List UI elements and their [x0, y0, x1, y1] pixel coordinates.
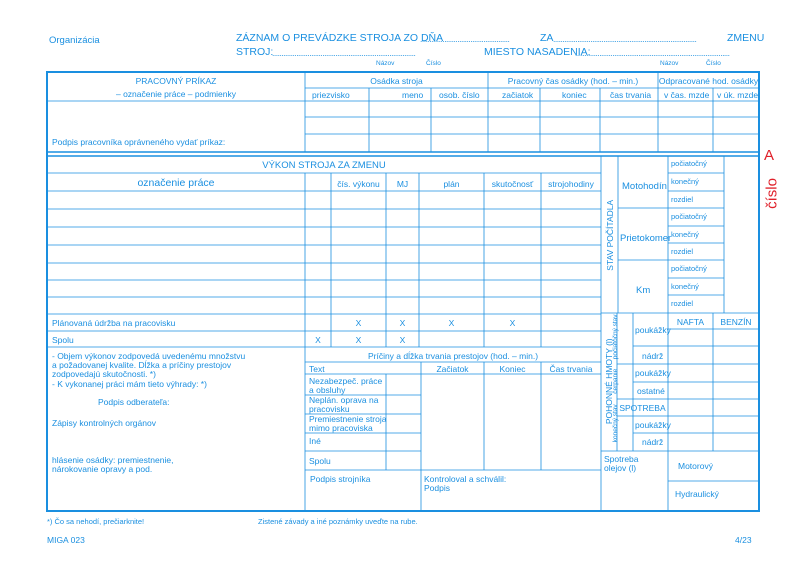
difference-label: rozdiel	[671, 195, 694, 204]
record-title: ZÁZNAM O PREVÁDZKE STROJA ZO DŇA	[236, 32, 444, 44]
text-col: Text	[309, 364, 325, 374]
piece-wage-col: v úk. mzde	[717, 90, 759, 100]
shift-label: ZMENU	[727, 32, 765, 44]
za-field[interactable]: .............................................................................	[553, 34, 697, 44]
vouchers-label: poukážky	[635, 368, 671, 378]
downtime-start-col: Začiatok	[436, 364, 469, 374]
counter-state-label: STAV POČÍTADLA	[604, 199, 615, 271]
control-records-label: Zápisy kontrolných orgánov	[52, 418, 156, 428]
organization-label: Organizácia	[49, 35, 100, 46]
work-designation-col: označenie práce	[137, 177, 215, 189]
x-mark: X	[399, 318, 406, 328]
work-designation-heading: – označenie práce – podmienky	[115, 89, 237, 99]
tank-label: nádrž	[642, 351, 664, 361]
record-date-field[interactable]: ................................................	[420, 34, 510, 44]
x-mark: X	[355, 318, 362, 328]
km-label: Km	[636, 285, 651, 296]
checked-approved-label: Kontroloval a schválil: Podpis	[424, 474, 507, 493]
downtime-end-col: Koniec	[499, 364, 526, 374]
za-label: ZA	[540, 32, 554, 44]
reason-relocation: Premiestnenie stroja mimo pracoviska	[309, 414, 387, 433]
form-code: MIGA 023	[47, 535, 85, 545]
machinist-signature-label: Podpis strojníka	[310, 474, 371, 484]
crew-work-time-heading: Pracovný čas osádky (hod. – min.)	[507, 76, 639, 86]
plan-col: plán	[443, 179, 460, 189]
total-label: Spolu	[52, 335, 74, 345]
footnote: *) Čo sa nehodí, prečiarknite!	[47, 517, 145, 526]
machine-field[interactable]: .............................................................................	[272, 48, 416, 58]
petrol-col: BENZÍN	[720, 317, 752, 327]
x-mark: X	[315, 335, 321, 345]
reason-other: Iné	[309, 436, 321, 446]
work-order-heading: PRACOVNÝ PRÍKAZ	[135, 76, 217, 86]
quality-statement: - Objem výkonov zodpovedá uvedenému množstvu a požadovanej kvalite. Dĺžka a príčiny prestojov zodpovedajú skutočnosti. *)	[52, 351, 246, 379]
wage-time-col: v čas. mzde	[664, 90, 710, 100]
consumption-label: SPOTREBA	[619, 403, 666, 413]
personal-no-col: osob. číslo	[439, 90, 480, 100]
defects-note: Zistené závady a iné poznámky uveďte na rube.	[258, 517, 418, 526]
reservations-statement: - K vykonanej práci mám tieto výhrady: *)	[52, 379, 207, 389]
location-field[interactable]: ...................................................................................	[575, 48, 730, 58]
downtime-duration-col: Čas trvania	[549, 364, 593, 374]
hydraulic-oil-label: Hydraulický	[675, 489, 719, 499]
duration-col: čas trvania	[610, 90, 652, 100]
perf-no-col: čís. výkonu	[337, 179, 380, 189]
vouchers-label: poukážky	[635, 325, 671, 335]
location-number-hint: Číslo	[706, 60, 721, 67]
machine-hours-col: strojohodiny	[548, 179, 594, 189]
difference-label: rozdiel	[671, 299, 694, 308]
other-label: ostatné	[637, 386, 665, 396]
crew-report-label: hlásenie osádky: premiestnenie, nárokovanie opravy a pod.	[52, 455, 174, 474]
tank-label: nádrž	[642, 437, 664, 447]
actual-col: skutočnosť	[491, 179, 534, 189]
hours-worked-heading: Odpracované hod. osádky	[658, 76, 759, 86]
cislo-label: číslo	[763, 178, 781, 209]
initial-state-label: počiatočný stav	[611, 314, 619, 360]
final-label: konečný	[671, 230, 699, 239]
initial-label: počiatočný	[671, 212, 707, 221]
x-mark: X	[399, 335, 406, 345]
machine-label: STROJ:	[236, 46, 274, 58]
page-number: 4/23	[735, 535, 752, 545]
end-col: koniec	[562, 90, 587, 100]
machine-name-hint: Názov	[376, 60, 395, 67]
final-state-label: konečný stav	[611, 404, 619, 443]
location-name-hint: Názov	[660, 60, 679, 67]
initial-label: počiatočný	[671, 159, 707, 168]
motor-oil-label: Motorový	[678, 461, 713, 471]
first-name-col: meno	[402, 90, 424, 100]
oil-consumption-label: Spotreba olejov (l)	[604, 454, 639, 473]
crew-heading: Osádka stroja	[370, 76, 423, 86]
x-mark: X	[448, 318, 455, 328]
start-col: začiatok	[502, 90, 534, 100]
drawn-label: čerpanie	[611, 368, 619, 394]
reason-unsecured-work: Nezabezpeč. práce a obsluhy	[309, 376, 383, 395]
reason-unplanned-repair: Neplán. oprava na pracovisku	[309, 395, 379, 414]
machine-number-hint: Číslo	[426, 60, 441, 67]
vouchers-label: poukážky	[635, 420, 671, 430]
planned-maintenance-label: Plánovaná údržba na pracovisku	[52, 318, 176, 328]
initial-label: počiatočný	[671, 264, 707, 273]
x-mark: X	[509, 318, 516, 328]
downtime-total-label: Spolu	[309, 456, 331, 466]
location-label: MIESTO NASADENIA:	[484, 46, 591, 58]
fuel-label: POHONNÉ HMOTY (l)	[603, 338, 614, 425]
final-label: konečný	[671, 282, 699, 291]
authorized-signature-label: Podpis pracovníka oprávneného vydať príkaz:	[52, 137, 226, 147]
flowmeter-label: Prietokomer	[620, 233, 672, 244]
difference-label: rozdiel	[671, 247, 694, 256]
performance-title: VÝKON STROJA ZA ZMENU	[262, 160, 386, 171]
customer-signature-label: Podpis odberateľa:	[98, 397, 170, 407]
unit-col: MJ	[396, 179, 409, 189]
diesel-col: NAFTA	[676, 317, 705, 327]
surname-col: priezvisko	[312, 90, 350, 100]
downtime-title: Príčiny a dĺžka trvania prestojov (hod. – min.)	[367, 351, 539, 361]
x-mark: X	[355, 335, 362, 345]
final-label: konečný	[671, 177, 699, 186]
letter-a: A	[764, 147, 775, 164]
motohours-label: Motohodín	[622, 181, 667, 192]
